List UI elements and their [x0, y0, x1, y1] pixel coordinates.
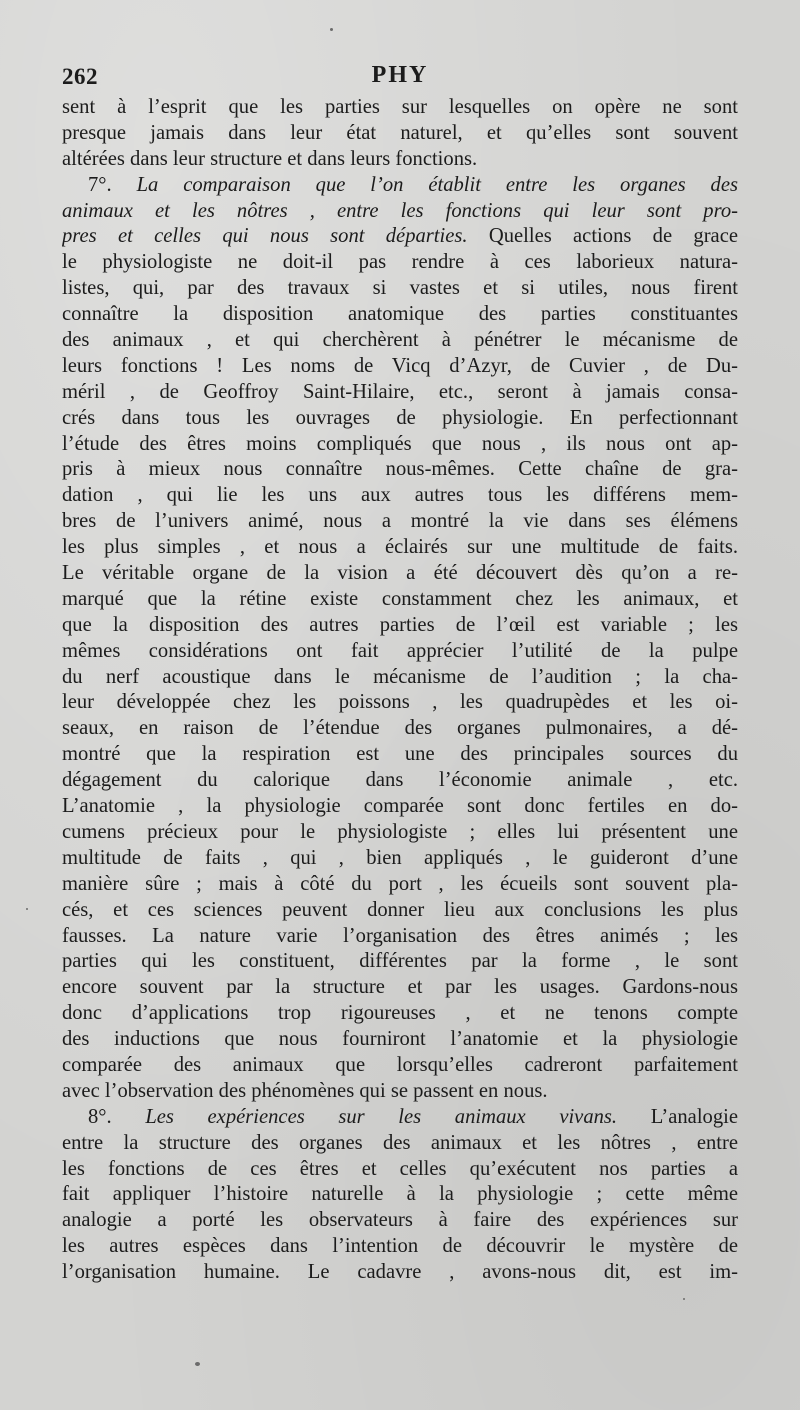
text-line: fait appliquer l’histoire naturelle à la physiologie ; cette même	[62, 1183, 738, 1206]
text-line: connaître la disposition anatomique des parties constituantes	[62, 303, 738, 326]
text-line: entre la structure des organes des animaux et les nôtres , entre	[62, 1131, 738, 1154]
text-line: des animaux , et qui cherchèrent à pénétrer le mécanisme de	[62, 329, 738, 352]
text-line: des inductions que nous fourniront l’anatomie et la physiologie	[62, 1028, 738, 1051]
text-line: Le véritable organe de la vision a été découvert dès qu’on a re-	[62, 562, 738, 585]
text-line: seaux, en raison de l’étendue des organes pulmonaires, a dé-	[62, 717, 738, 740]
text-line: manière sûre ; mais à côté du port , les écueils sont souvent pla-	[62, 872, 738, 895]
text-line: listes, qui, par des travaux si vastes et si utiles, nous firent	[62, 277, 738, 300]
text-line: L’anatomie , la physiologie comparée sont donc fertiles en do-	[62, 795, 738, 818]
text-line: bres de l’univers animé, nous a montré la vie dans ses élémens	[62, 510, 738, 533]
text-line: sent à l’esprit que les parties sur lesquelles on opère ne sont	[62, 96, 738, 118]
text-line: pris à mieux nous connaître nous-mêmes. Cette chaîne de gra-	[62, 458, 738, 481]
paper-speck	[26, 908, 28, 910]
text-line: donc d’applications trop rigoureuses , et ne tenons compte	[62, 1002, 738, 1025]
text-line: leur développée chez les poissons , les quadrupèdes et les oi-	[62, 691, 738, 714]
text-line: comparée des animaux que lorsqu’elles cadreront parfaitement	[62, 1053, 738, 1076]
text-line: cés, et ces sciences peuvent donner lieu aux conclusions les plus	[62, 898, 738, 921]
page-header	[62, 62, 738, 94]
body-text	[62, 95, 738, 1286]
text-line: dation , qui lie les uns aux autres tous les différens mem-	[62, 484, 738, 507]
text-line: multitude de faits , qui , bien appliqués , le guideront d’une	[62, 846, 738, 869]
text-line: crés dans tous les ouvrages de physiologie. En perfectionnant	[62, 406, 738, 429]
text-line: montré que la respiration est une des principales sources du	[62, 743, 738, 766]
text-line: altérées dans leur structure et dans leurs fonctions.	[62, 147, 478, 170]
page-number: 262	[62, 64, 98, 89]
text-line: marqué que la rétine existe constamment chez les animaux, et	[62, 587, 738, 610]
text-line: parties qui les constituent, différentes par la forme , le sont	[62, 950, 738, 973]
text-line: le physiologiste ne doit-il pas rendre à ces laborieux natura-	[62, 251, 738, 274]
text-line: méril , de Geoffroy Saint-Hilaire, etc., seront à jamais consa-	[62, 380, 738, 403]
text-line: les fonctions de ces êtres et celles qu’exécutent nos parties a	[62, 1157, 738, 1180]
paper-speck	[683, 1298, 685, 1300]
text-line: cumens précieux pour le physiologiste ; elles lui présentent une	[62, 820, 738, 843]
text-line: dégagement du calorique dans l’économie animale , etc.	[62, 769, 738, 792]
text-line: les autres espèces dans l’intention de découvrir le mystère de	[62, 1235, 738, 1258]
text-line: 8°. Les expériences sur les animaux vivans. L’analogie	[88, 1105, 738, 1128]
text-line: l’organisation humaine. Le cadavre , avons-nous dit, est im-	[62, 1261, 738, 1284]
text-line: encore souvent par la structure et par les usages. Gardons-nous	[62, 976, 738, 999]
text-line: analogie a porté les observateurs à faire des expériences sur	[62, 1209, 738, 1232]
text-line: animaux et les nôtres , entre les fonctions qui leur sont pro-	[62, 199, 738, 222]
text-line: 7°. La comparaison que l’on établit entre les organes des	[88, 173, 738, 196]
text-line: pres et celles qui nous sont départies. Quelles actions de grace	[62, 225, 738, 248]
text-line: du nerf acoustique dans le mécanisme de l’audition ; la cha-	[62, 665, 738, 688]
text-line: les plus simples , et nous a éclairés sur une multitude de faits.	[62, 536, 738, 559]
text-line: fausses. La nature varie l’organisation des êtres animés ; les	[62, 924, 738, 947]
text-line: mêmes considérations ont fait apprécier l’utilité de la pulpe	[62, 639, 738, 662]
text-line: leurs fonctions ! Les noms de Vicq d’Azyr, de Cuvier , de Du-	[62, 354, 738, 377]
text-line: avec l’observation des phénomènes qui se passent en nous.	[62, 1079, 548, 1102]
text-line: que la disposition des autres parties de l’œil est variable ; les	[62, 613, 738, 636]
text-line: presque jamais dans leur état naturel, et qu’elles sont souvent	[62, 121, 738, 144]
paper-speck	[195, 1362, 200, 1366]
text-line: l’étude des êtres moins compliqués que nous , ils nous ont ap-	[62, 432, 738, 455]
paper-speck	[330, 28, 333, 31]
running-head: PHY	[371, 62, 429, 88]
